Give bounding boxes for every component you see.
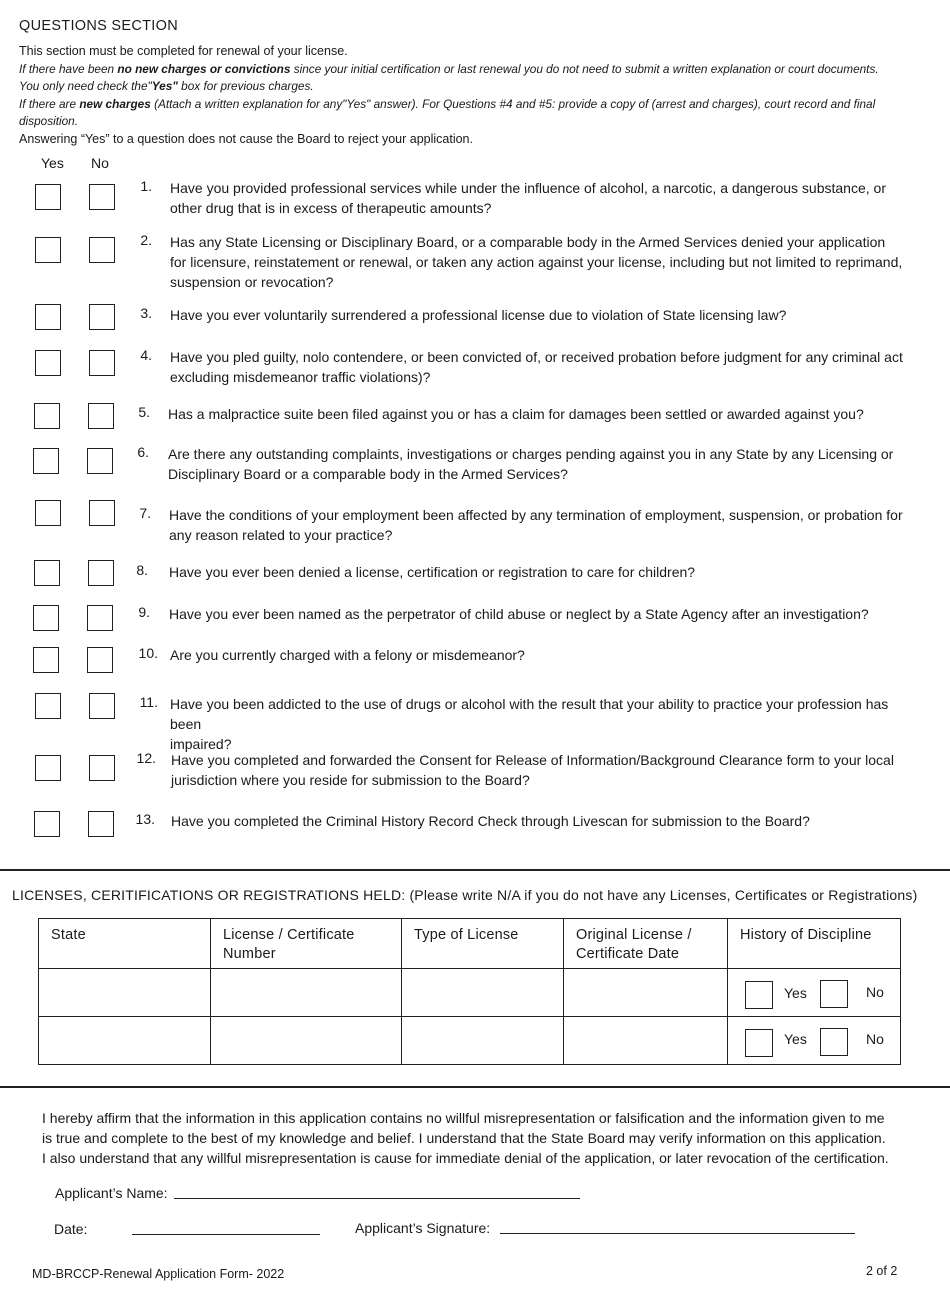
page-number: 2 of 2 — [866, 1264, 898, 1278]
discipline-no-label: No — [866, 1031, 884, 1047]
section-divider — [0, 1086, 950, 1088]
question-text: Have the conditions of your employment been affected by any termination of employment, suspension, or probation for any reason related to your practice? — [169, 507, 903, 543]
question-text: Have you pled guilty, nolo contendere, or been convicted of, or received probation before judgment for any criminal act excluding misdemeanor traffic violations)? — [170, 349, 903, 385]
question-4-no-checkbox[interactable] — [89, 350, 115, 376]
question-text: Have you provided professional services while under the influence of alcohol, a narcotic, a dangerous substance, or other drug that is in excess of therapeutic amounts? — [170, 180, 886, 216]
section-divider — [0, 869, 950, 871]
question-text: Has any State Licensing or Disciplinary Board, or a comparable body in the Armed Services denied your application for licensure, reinstatement or renewal, or taken any action against your license, including but not limited to reprimand, suspension or revocation? — [170, 234, 903, 290]
question-text: Have you completed and forwarded the Consent for Release of Information/Background Clearance form to your local jurisdiction where you reside for submission to the Board? — [171, 752, 894, 788]
column-header-yes: Yes — [41, 155, 64, 171]
applicant-name-line[interactable] — [174, 1198, 580, 1199]
question-2-no-checkbox[interactable] — [89, 237, 115, 263]
question-2-yes-checkbox[interactable] — [35, 237, 61, 263]
question-number: 6. — [137, 444, 149, 460]
question-1-yes-checkbox[interactable] — [35, 184, 61, 210]
question-number: 13. — [135, 811, 155, 827]
question-number: 12. — [136, 750, 156, 766]
question-5-no-checkbox[interactable] — [88, 403, 114, 429]
question-5-yes-checkbox[interactable] — [34, 403, 60, 429]
question-text: Are you currently charged with a felony or misdemeanor? — [170, 647, 525, 663]
discipline-yes-label: Yes — [784, 1031, 807, 1047]
discipline-no-checkbox[interactable] — [820, 1028, 848, 1056]
question-number: 2. — [140, 232, 152, 248]
column-header-license-number: License / Certificate Number — [211, 919, 402, 969]
intro-no-new-charges — [19, 61, 929, 78]
license-number-cell[interactable] — [211, 1017, 402, 1065]
question-text: Has a malpractice suite been filed against you or has a claim for damages been settled or awarded against you? — [168, 406, 864, 422]
column-header-type: Type of License — [402, 919, 564, 969]
question-number: 4. — [140, 347, 152, 363]
question-1-no-checkbox[interactable] — [89, 184, 115, 210]
original-date-cell[interactable] — [564, 1017, 728, 1065]
question-text: Have you ever voluntarily surrendered a professional license due to violation of State licensing law? — [170, 307, 787, 323]
intro-answering-note: Answering “Yes” to a question does not cause the Board to reject your application. — [19, 132, 473, 146]
discipline-yes-checkbox[interactable] — [745, 1029, 773, 1057]
question-4-yes-checkbox[interactable] — [35, 350, 61, 376]
intro-text-part: If there are — [19, 97, 80, 111]
question-text: Are there any outstanding complaints, investigations or charges pending against you in any State by any Licensing or Disciplinary Board or a comparable body in the Armed Services? — [168, 446, 894, 482]
question-text: Have you completed the Criminal History Record Check through Livescan for submission to the Board? — [171, 813, 810, 829]
date-label: Date: — [54, 1221, 88, 1237]
question-number: 1. — [140, 178, 152, 194]
question-number: 9. — [138, 604, 150, 620]
intro-new-charges — [19, 96, 929, 130]
licenses-table — [38, 918, 901, 1065]
question-text: Have you ever been denied a license, certification or registration to care for children? — [169, 564, 696, 580]
applicant-name-label: Applicant’s Name: — [55, 1185, 168, 1201]
question-9-no-checkbox[interactable] — [87, 605, 113, 631]
question-8-no-checkbox[interactable] — [88, 560, 114, 586]
question-3-yes-checkbox[interactable] — [35, 304, 61, 330]
column-header-history: History of Discipline — [728, 919, 901, 969]
question-7-no-checkbox[interactable] — [89, 500, 115, 526]
form-id: MD-BRCCP-Renewal Application Form- 2022 — [32, 1267, 285, 1281]
intro-text-part: You only need check the" — [19, 79, 152, 93]
question-8-yes-checkbox[interactable] — [34, 560, 60, 586]
history-of-discipline-cell — [728, 1017, 901, 1065]
question-7-yes-checkbox[interactable] — [35, 500, 61, 526]
discipline-yes-checkbox[interactable] — [745, 981, 773, 1009]
signature-line[interactable] — [500, 1233, 855, 1234]
license-type-cell[interactable] — [402, 969, 564, 1017]
column-header-original-date: Original License / Certificate Date — [564, 919, 728, 969]
intro-text-part: since your initial certification or last renewal you do not need to submit a written explanation or court documents. — [290, 62, 879, 76]
question-6-no-checkbox[interactable] — [87, 448, 113, 474]
question-11-yes-checkbox[interactable] — [35, 693, 61, 719]
license-number-cell[interactable] — [211, 969, 402, 1017]
original-date-cell[interactable] — [564, 969, 728, 1017]
intro-text-bold: Yes" — [151, 79, 178, 93]
table-row — [39, 1017, 901, 1065]
table-row — [39, 969, 901, 1017]
question-12-yes-checkbox[interactable] — [35, 755, 61, 781]
question-number: 5. — [138, 404, 150, 420]
section-title-questions: QUESTIONS SECTION — [19, 18, 178, 34]
column-header-no: No — [91, 155, 109, 171]
intro-text: This section must be completed for renewal of your license. — [19, 44, 348, 58]
question-9-yes-checkbox[interactable] — [33, 605, 59, 631]
question-text: Have you been addicted to the use of drugs or alcohol with the result that your ability to practice your profession has been impaired? — [170, 696, 889, 752]
date-line[interactable] — [132, 1234, 320, 1235]
question-number: 7. — [139, 505, 151, 521]
state-cell[interactable] — [39, 1017, 211, 1065]
question-11-no-checkbox[interactable] — [89, 693, 115, 719]
intro-text-part: box for previous charges. — [177, 79, 314, 93]
history-of-discipline-cell — [728, 969, 901, 1017]
question-number: 3. — [140, 305, 152, 321]
state-cell[interactable] — [39, 969, 211, 1017]
question-number: 10. — [138, 645, 158, 661]
license-type-cell[interactable] — [402, 1017, 564, 1065]
question-text: Have you ever been named as the perpetrator of child abuse or neglect by a State Agency after an investigation? — [169, 606, 869, 622]
section-title-licenses: LICENSES, CERITIFICATIONS OR REGISTRATIONS HELD: (Please write N/A if you do not have any Licenses, Certificates or Registrations) — [12, 887, 918, 903]
affirmation-text: I hereby affirm that the information in this application contains no willful misrepresentation or falsification and the information given to me is true and complete to the best of my knowledge and belief. I understand that the State Board may verify information on this application. I also understand that any willful misrepresentation is cause for immediate denial of the application, or later revocation of the certification. — [42, 1110, 889, 1166]
table-header-row — [39, 919, 901, 969]
intro-text-part: (Attach a written explanation for any"Yes" answer). For Questions #4 and #5: provide a copy of (arrest and charges), court record and final disposition. — [19, 97, 876, 128]
signature-label: Applicant’s Signature: — [355, 1220, 491, 1236]
intro-previous-charges — [19, 78, 929, 95]
question-number: 8. — [136, 562, 148, 578]
intro-text-part: If there have been — [19, 62, 118, 76]
intro-text-bold: no new charges or convictions — [117, 62, 291, 76]
question-12-no-checkbox[interactable] — [89, 755, 115, 781]
column-header-state: State — [39, 919, 211, 969]
question-10-no-checkbox[interactable] — [87, 647, 113, 673]
discipline-yes-label: Yes — [784, 985, 807, 1001]
question-3-no-checkbox[interactable] — [89, 304, 115, 330]
question-13-yes-checkbox[interactable] — [34, 811, 60, 837]
question-10-yes-checkbox[interactable] — [33, 647, 59, 673]
question-6-yes-checkbox[interactable] — [33, 448, 59, 474]
discipline-no-label: No — [866, 984, 884, 1000]
question-number: 11. — [139, 694, 158, 710]
intro-text-bold: new charges — [79, 97, 151, 111]
discipline-no-checkbox[interactable] — [820, 980, 848, 1008]
question-13-no-checkbox[interactable] — [88, 811, 114, 837]
